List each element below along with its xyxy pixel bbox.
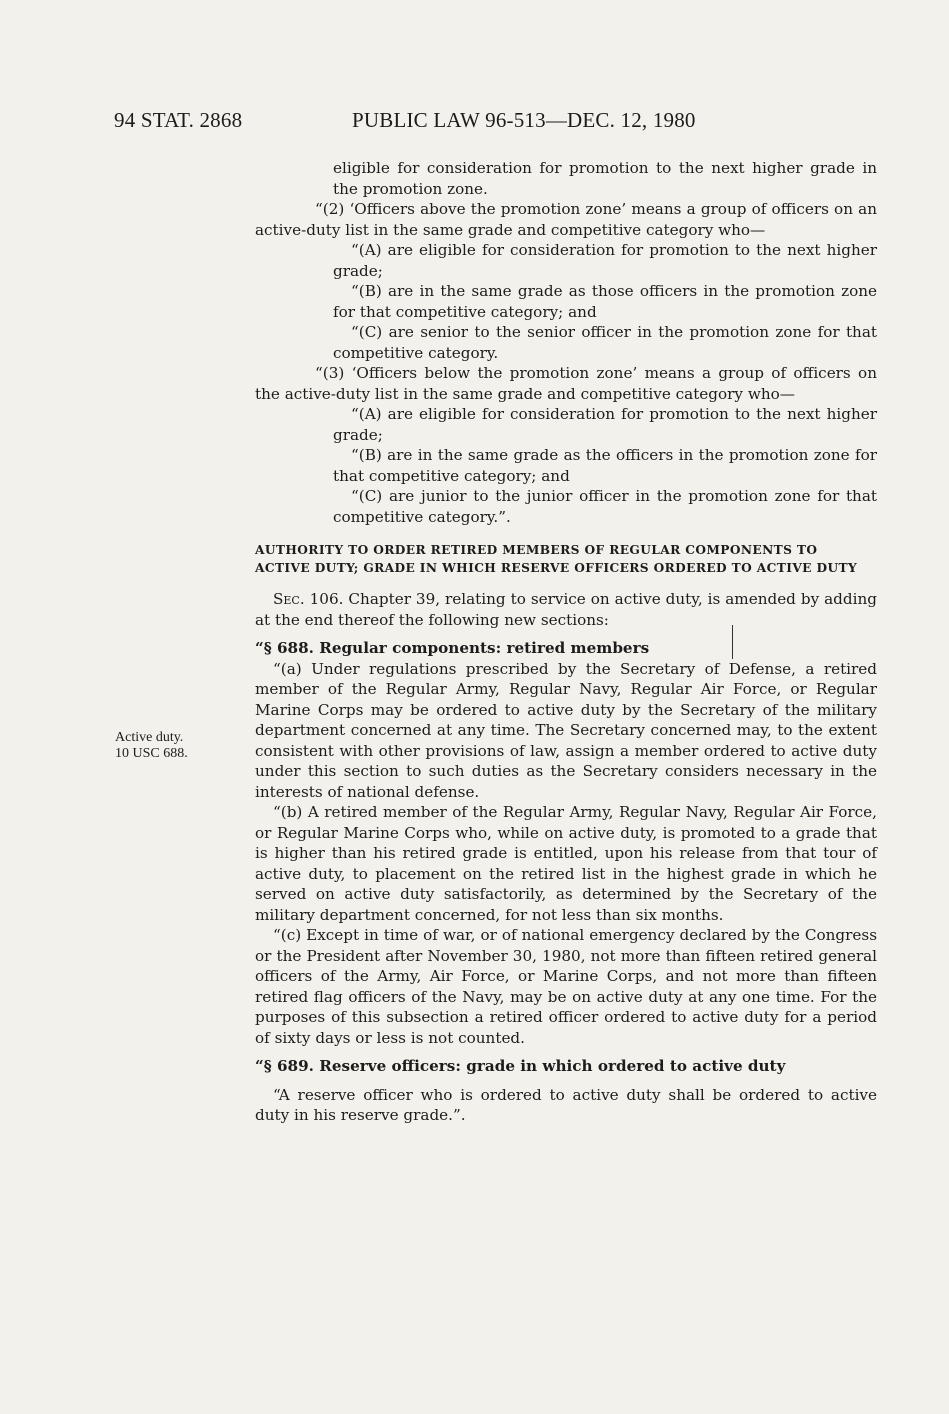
paragraph-3c: “(C) are junior to the junior officer in the promotion zone for that competitive category.”.	[333, 487, 877, 526]
margin-note-line-1: Active duty.	[115, 730, 184, 745]
section-heading: AUTHORITY TO ORDER RETIRED MEMBERS OF REGULAR COMPONENTS TO ACTIVE DUTY; GRADE IN WHICH RESERVE OFFICERS ORDERED TO ACTIVE DUTY	[255, 543, 858, 575]
section-106-body: 106. Chapter 39, relating to service on active duty, is amended by adding at the end thereof the following new sections:	[255, 590, 877, 629]
paragraph-2: “(2) ‘Officers above the promotion zone’ means a group of officers on an active-duty list in the same grade and competitive category who—	[255, 200, 877, 239]
margin-note	[115, 730, 225, 762]
paragraph-3b: “(B) are in the same grade as the officers in the promotion zone for that competitive category; and	[333, 446, 877, 485]
section-689-body: “A reserve officer who is ordered to active duty shall be ordered to active duty in his reserve grade.”.	[255, 1085, 877, 1124]
page-header	[114, 108, 774, 138]
section-106	[255, 589, 877, 630]
section-689-heading: “§ 689. Reserve officers: grade in which ordered to active duty	[255, 1057, 786, 1075]
section-688-heading: “§ 688. Regular components: retired members	[255, 639, 650, 657]
margin-note-line-2: 10 USC 688.	[115, 746, 188, 761]
section-688-c: “(c) Except in time of war, or of national emergency declared by the Congress or the President after November 30, 1980, not more than fifteen retired general officers of the Army, Air Force, or Marine Corps, and not more than fifteen retired flag officers of the Navy, may be on active duty at any one time. For the purposes of this subsection a retired officer ordered to active duty for a period of sixty days or less is not counted.	[255, 926, 877, 1047]
paragraph-3a: “(A) are eligible for consideration for promotion to the next higher grade;	[333, 405, 877, 444]
paragraph-2c: “(C) are senior to the senior officer in the promotion zone for that competitive category.	[333, 323, 877, 362]
section-prefix: Sec.	[273, 590, 305, 608]
paragraph-2b: “(B) are in the same grade as those officers in the promotion zone for that competitive category; and	[333, 282, 877, 321]
section-688-b: “(b) A retired member of the Regular Army, Regular Navy, Regular Air Force, or Regular Marine Corps who, while on active duty, is promoted to a grade that is higher than his retired grade is entitled, upon his release from that tour of active duty, to placement on the retired list in the highest grade in which he served on active duty satisfactorily, as determined by the Secretary of the military department concerned, for not less than six months.	[255, 803, 877, 924]
paragraph-3: “(3) ‘Officers below the promotion zone’ means a group of officers on the active-duty list in the same grade and competitive category who—	[255, 364, 877, 403]
section-688-a: “(a) Under regulations prescribed by the Secretary of Defense, a retired member of the Regular Army, Regular Navy, Regular Air Force, or Regular Marine Corps may be ordered to active duty by the Secretary of the military department concerned at any time. The Secretary concerned may, to the extent consistent with other provisions of law, assign a member ordered to active duty under this section to such duties as the Secretary considers necessary in the interests of national defense.	[255, 659, 877, 801]
body-text	[255, 158, 877, 1126]
paragraph-continuation: eligible for consideration for promotion to the next higher grade in the promotion zone.	[333, 159, 877, 198]
statute-page-number: 94 STAT. 2868	[114, 108, 243, 132]
public-law-title: PUBLIC LAW 96-513—DEC. 12, 1980	[352, 108, 696, 132]
paragraph-2a: “(A) are eligible for consideration for promotion to the next higher grade;	[333, 241, 877, 280]
